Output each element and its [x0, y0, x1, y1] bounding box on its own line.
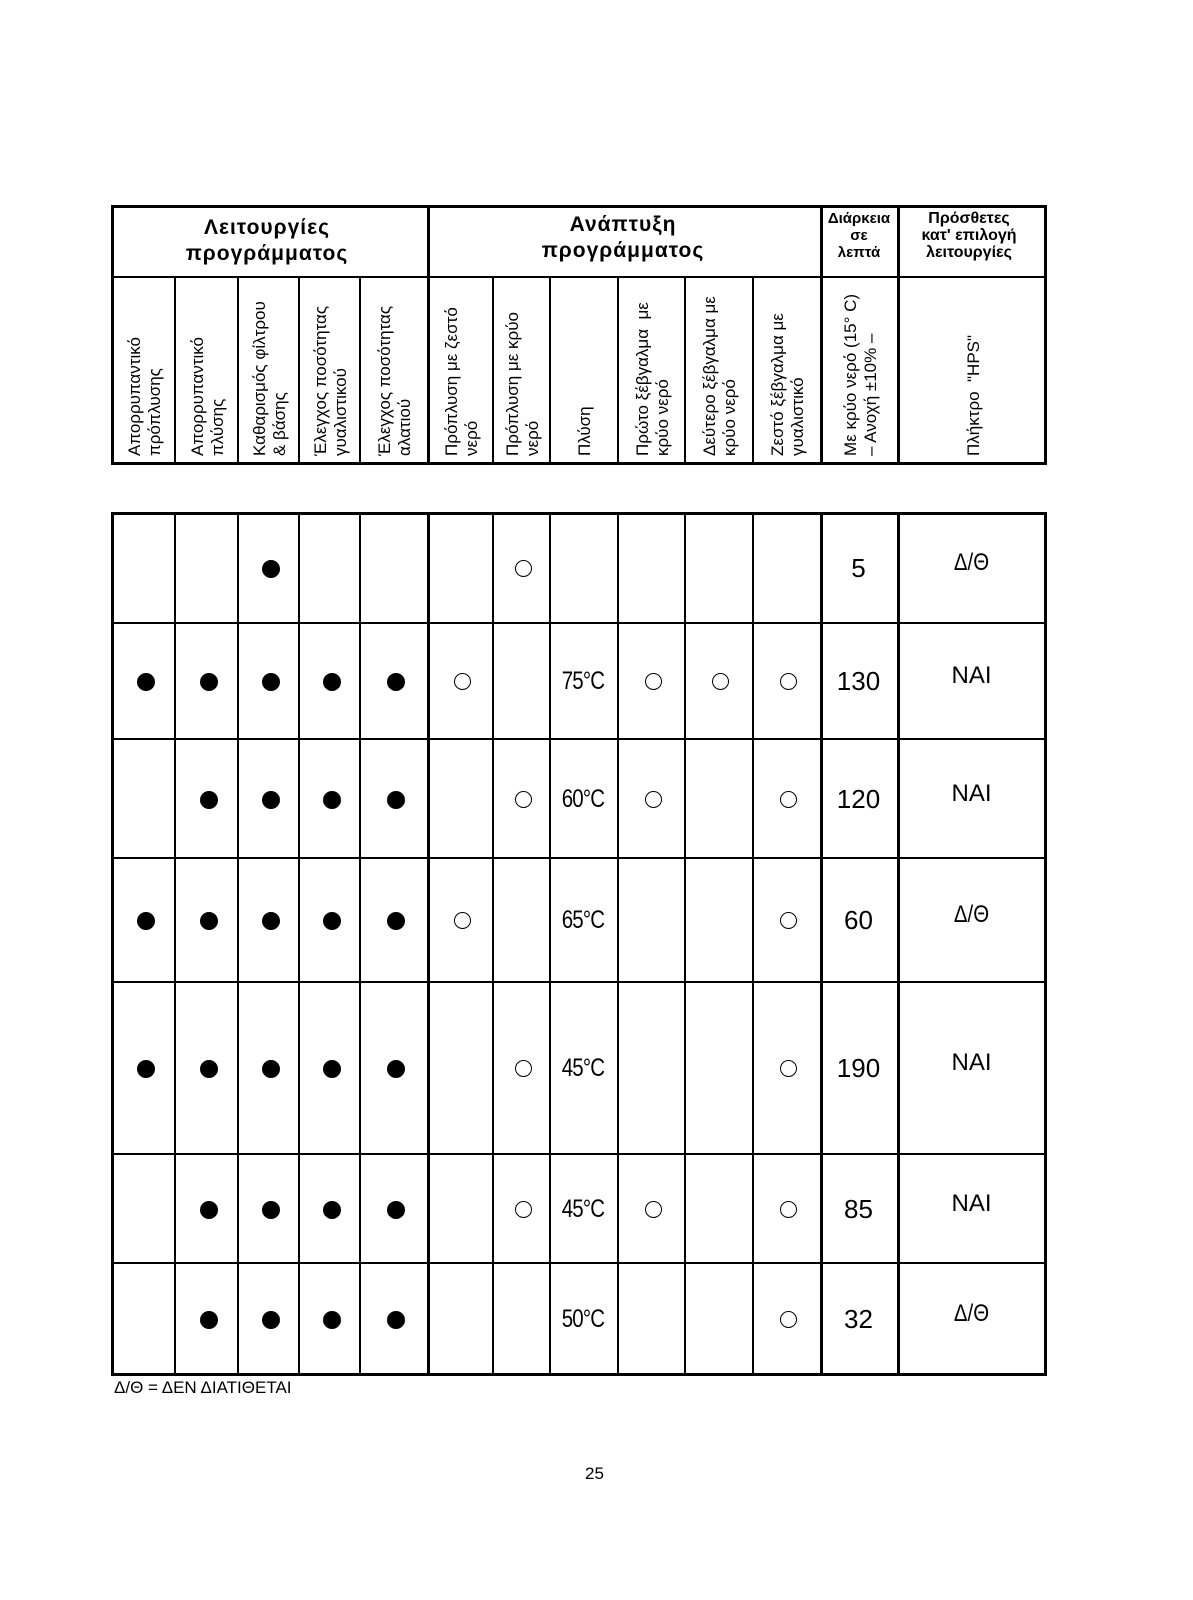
duration-value: 85: [844, 1194, 873, 1224]
header-bottom-border: [111, 462, 1046, 465]
wash-temperature: 65°C: [561, 906, 605, 934]
column-header-10: Δεύτερο ξέβγαλμα με κρύο νερό: [700, 296, 739, 456]
body-column-divider: [549, 512, 551, 1376]
wash-temperature: 45°C: [561, 1054, 605, 1082]
filled-dot-icon: [262, 1201, 280, 1219]
header-column-divider: [752, 276, 754, 462]
duration-value: 60: [844, 905, 873, 935]
body-row-divider: [111, 1262, 1046, 1264]
header-column-divider: [684, 276, 686, 462]
group-program-functions: Λειτουργίες προγράμματος: [185, 216, 349, 265]
duration-value: 190: [836, 1053, 881, 1083]
open-circle-icon: [645, 791, 662, 808]
header-column-divider: [617, 276, 619, 462]
filled-dot-icon: [200, 791, 218, 809]
filled-dot-icon: [323, 791, 341, 809]
filled-dot-icon: [323, 673, 341, 691]
open-circle-icon: [515, 1060, 532, 1077]
duration-value: 32: [844, 1304, 873, 1334]
filled-dot-icon: [323, 1060, 341, 1078]
hps-availability: ΝΑΙ: [951, 1190, 992, 1217]
body-row-divider: [111, 981, 1046, 983]
filled-dot-icon: [137, 1060, 155, 1078]
filled-dot-icon: [137, 673, 155, 691]
filled-dot-icon: [200, 1201, 218, 1219]
column-header-2: Απορρυπαντικό πλύσης: [188, 337, 227, 456]
open-circle-icon: [645, 1201, 662, 1218]
filled-dot-icon: [323, 1201, 341, 1219]
column-header-4: Έλεγχος ποσότητας γυαλιστικού: [311, 305, 350, 456]
header-column-divider: [359, 276, 361, 462]
body-column-divider: [298, 512, 300, 1376]
open-circle-icon: [645, 673, 662, 690]
body-column-divider: [359, 512, 361, 1376]
header-major-divider: [111, 205, 114, 465]
open-circle-icon: [780, 912, 797, 929]
body-top-border: [111, 512, 1046, 515]
filled-dot-icon: [387, 1201, 405, 1219]
column-header-3: Καθαρισμός φίλτρου & βάσης: [250, 301, 289, 456]
body-row-divider: [111, 738, 1046, 740]
wash-temperature: 50°C: [561, 1305, 605, 1333]
filled-dot-icon: [387, 791, 405, 809]
wash-temperature: 60°C: [561, 785, 605, 813]
hps-availability: Δ/Θ: [953, 901, 990, 928]
column-header-8: Πλύση: [575, 406, 594, 456]
header-major-divider: [820, 205, 823, 465]
column-header-7: Πρόπλυση με κρύο νερό: [503, 312, 542, 456]
hps-availability: Δ/Θ: [953, 549, 990, 576]
duration-value: 5: [851, 553, 866, 583]
filled-dot-icon: [387, 1311, 405, 1329]
group-duration: Διάρκεια σε λεπτά: [827, 210, 891, 261]
open-circle-icon: [515, 791, 532, 808]
filled-dot-icon: [200, 673, 218, 691]
column-header-11: Ζεστό ξέβγαλμα με γυαλιστικό: [768, 313, 807, 456]
body-column-divider: [492, 512, 494, 1376]
header-column-divider: [174, 276, 176, 462]
filled-dot-icon: [200, 1060, 218, 1078]
filled-dot-icon: [387, 673, 405, 691]
header-column-divider: [298, 276, 300, 462]
open-circle-icon: [712, 673, 729, 690]
header-major-divider: [427, 205, 430, 465]
filled-dot-icon: [323, 912, 341, 930]
body-row-divider: [111, 1153, 1046, 1155]
body-major-divider: [897, 512, 900, 1376]
header-column-divider: [492, 276, 494, 462]
filled-dot-icon: [262, 912, 280, 930]
hps-availability: ΝΑΙ: [951, 780, 992, 807]
header-major-divider: [897, 205, 900, 465]
body-column-divider: [752, 512, 754, 1376]
body-column-divider: [617, 512, 619, 1376]
body-row-divider: [111, 622, 1046, 624]
body-column-divider: [684, 512, 686, 1376]
open-circle-icon: [454, 673, 471, 690]
group-extra-functions: Πρόσθετες κατ' επιλογή λειτουργίες: [921, 210, 1017, 261]
body-major-divider: [111, 512, 114, 1376]
header-top-border: [111, 205, 1046, 208]
group-program-development: Ανάπτυξη προγράμματος: [541, 213, 705, 262]
column-header-6: Πρόπλυση με ζεστό νερό: [442, 307, 481, 456]
open-circle-icon: [780, 791, 797, 808]
open-circle-icon: [780, 1201, 797, 1218]
hps-availability: ΝΑΙ: [951, 662, 992, 689]
open-circle-icon: [780, 1060, 797, 1077]
body-major-divider: [820, 512, 823, 1376]
open-circle-icon: [515, 1201, 532, 1218]
filled-dot-icon: [262, 791, 280, 809]
filled-dot-icon: [387, 912, 405, 930]
body-column-divider: [237, 512, 239, 1376]
filled-dot-icon: [200, 1311, 218, 1329]
open-circle-icon: [454, 912, 471, 929]
header-column-divider: [549, 276, 551, 462]
column-header-13: Πλήκτρο "HPS": [964, 334, 983, 456]
wash-temperature: 45°C: [561, 1195, 605, 1223]
header-major-divider: [1044, 205, 1047, 465]
hps-availability: ΝΑΙ: [951, 1049, 992, 1076]
open-circle-icon: [515, 560, 532, 577]
filled-dot-icon: [200, 912, 218, 930]
hps-availability: Δ/Θ: [953, 1300, 990, 1327]
open-circle-icon: [780, 1311, 797, 1328]
filled-dot-icon: [262, 560, 280, 578]
body-column-divider: [174, 512, 176, 1376]
footnote: Δ/Θ = ΔΕΝ ΔΙΑΤΙΘΕΤΑΙ: [114, 1378, 292, 1397]
filled-dot-icon: [323, 1311, 341, 1329]
filled-dot-icon: [262, 673, 280, 691]
body-bottom-border: [111, 1373, 1046, 1376]
body-row-divider: [111, 857, 1046, 859]
column-header-5: Έλεγχος ποσότητας αλατιού: [375, 305, 414, 456]
column-header-1: Απορρυπαντικό πρόπλυσης: [125, 337, 164, 456]
duration-value: 120: [836, 784, 881, 814]
body-major-divider: [1044, 512, 1047, 1376]
column-header-12: Με κρύο νερό (15° C) – Ανοχή ±10% –: [841, 293, 880, 456]
filled-dot-icon: [137, 912, 155, 930]
wash-temperature: 75°C: [561, 667, 605, 695]
filled-dot-icon: [262, 1311, 280, 1329]
body-major-divider: [427, 512, 430, 1376]
duration-value: 130: [836, 666, 881, 696]
filled-dot-icon: [387, 1060, 405, 1078]
page-number: 25: [585, 1464, 604, 1483]
filled-dot-icon: [262, 1060, 280, 1078]
header-column-divider: [237, 276, 239, 462]
column-header-9: Πρώτο ξέβγαλμα με κρύο νερό: [633, 302, 672, 456]
header-mid-border: [111, 276, 1046, 278]
open-circle-icon: [780, 673, 797, 690]
